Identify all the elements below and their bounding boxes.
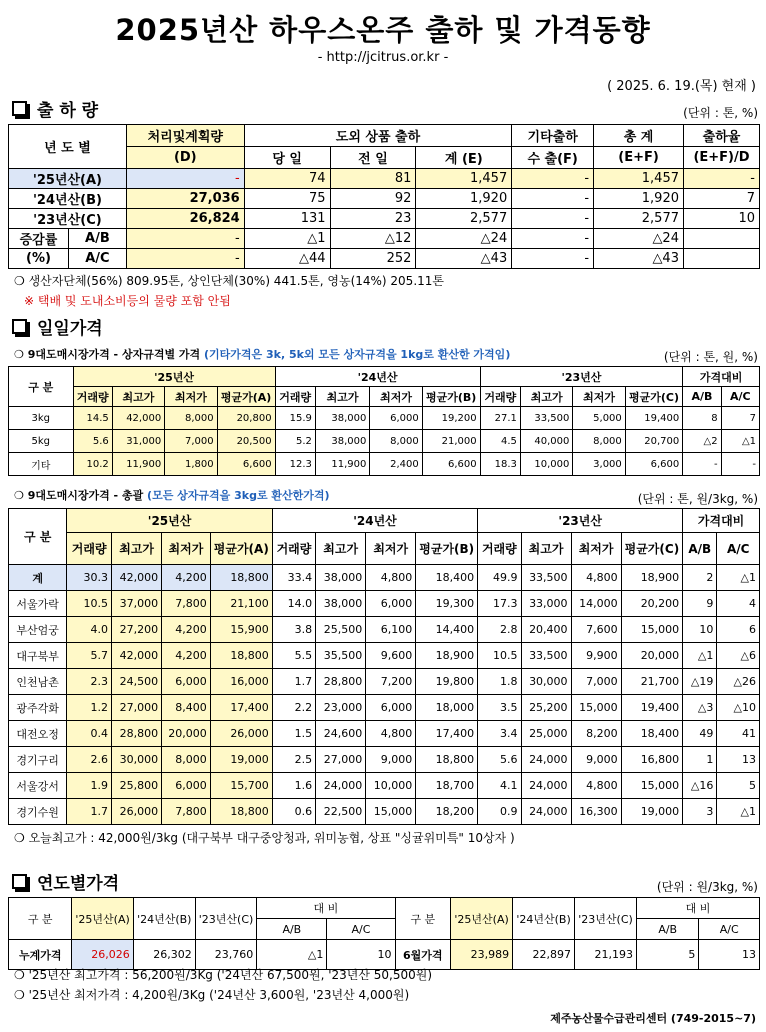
table-row (9, 565, 760, 591)
producer-note: ❍ 생산자단체(56%) 809.95톤, 상인단체(30%) 441.5톤, 영농(14%) 205.11톤 (14, 274, 444, 288)
table-cell: 15,000 (571, 695, 621, 721)
table-cell: 0.6 (272, 799, 315, 825)
table-cell: 1.8 (478, 669, 521, 695)
table-cell: 5.6 (73, 430, 112, 453)
table-cell: 18,400 (621, 721, 683, 747)
table-cell: △6 (717, 643, 760, 669)
table-cell: 20,000 (162, 721, 211, 747)
table-cell: 30,000 (112, 747, 162, 773)
table-cell: 19,000 (210, 747, 272, 773)
table-cell: 49 (683, 721, 717, 747)
table-cell: 18.3 (480, 453, 520, 476)
section-title: 일일가격 (37, 319, 103, 339)
table-cell: 6,000 (366, 695, 416, 721)
header-gubun: 구 분 (9, 509, 67, 565)
table-cell: 28,800 (112, 721, 162, 747)
report-date: ( 2025. 6. 19.(목) 현재 ) (607, 79, 756, 94)
table-cell: 25,000 (521, 721, 571, 747)
table-cell: 16,000 (210, 669, 272, 695)
table-cell: △1 (683, 643, 717, 669)
table-cell: △2 (683, 430, 721, 453)
table-row (9, 799, 760, 825)
table-cell: 1 (683, 747, 717, 773)
checkbox-square-icon (12, 874, 27, 889)
table-cell: 27.1 (480, 407, 520, 430)
table-cell: 21,700 (621, 669, 683, 695)
table-cell: 20,000 (621, 643, 683, 669)
table-cell: 20,500 (217, 430, 275, 453)
row-label: 3kg (9, 407, 74, 430)
footer-org: 제주농산물수급관리센터 (749-2015~7) (550, 1012, 756, 1025)
max-price-note: ❍ '25년산 최고가격 : 56,200원/3Kg ('24년산 67,500원, '23년산 50,500원) (14, 968, 433, 982)
table-cell: 5.7 (67, 643, 112, 669)
table-cell: 17,400 (210, 695, 272, 721)
min-price-note: ❍ '25년산 최저가격 : 4,200원/3Kg ('24년산 3,600원, '23년산 4,000원) (14, 988, 410, 1002)
row-label: 대구북부 (9, 643, 67, 669)
table-cell: 33,500 (521, 643, 571, 669)
table-cell: 6,600 (217, 453, 275, 476)
table-cell: 19,800 (416, 669, 478, 695)
yearly-price-table: 구 분 '25년산(A) '24년산(B) '23년산(C) 대 비 구 분 '25년산(A) '24년산(B) '23년산(C) 대 비 A/B A/C A/B A/C 누계가격 26,026 26,302 23,760 △1 10 6월가격 23,989 22,897 21,193 5 13 (8, 897, 760, 970)
table-cell: 9 (683, 591, 717, 617)
table-cell: 13 (717, 747, 760, 773)
header-total: 계 (E) (416, 147, 512, 169)
table-cell: 7,200 (366, 669, 416, 695)
table-cell: 4.5 (480, 430, 520, 453)
table-cell: 21,000 (422, 430, 480, 453)
table-cell: 18,800 (210, 565, 272, 591)
row-label: 계 (9, 565, 67, 591)
table-cell: 10 (683, 617, 717, 643)
row-label: 경기수원 (9, 799, 67, 825)
table-row (9, 407, 760, 430)
table-row (9, 747, 760, 773)
table-cell: 25,800 (112, 773, 162, 799)
table-cell: 10,000 (366, 773, 416, 799)
table-cell: - (721, 453, 759, 476)
table-cell: 40,000 (520, 430, 572, 453)
header-sum-sub: (E+F) (594, 147, 684, 169)
table-cell: 3.8 (272, 617, 315, 643)
table-cell: 8,200 (571, 721, 621, 747)
row-label: 인천남촌 (9, 669, 67, 695)
table-row: (%) A/C - △44 252 △43 - △43 (9, 249, 760, 269)
table-cell: 27,000 (112, 695, 162, 721)
table-row (9, 773, 760, 799)
table-cell: 7,000 (571, 669, 621, 695)
table-cell: 20,800 (217, 407, 275, 430)
table-cell: 4,800 (571, 565, 621, 591)
table-cell: 2.5 (272, 747, 315, 773)
header-gubun: 구 분 (9, 367, 74, 407)
table-cell: 18,200 (416, 799, 478, 825)
section-title: 출 하 량 (37, 101, 99, 121)
unit-label: (단위 : 톤, 원, %) (663, 350, 758, 364)
table-cell: 38,000 (315, 430, 369, 453)
table-cell: 6,000 (366, 591, 416, 617)
table-cell: 26,000 (210, 721, 272, 747)
table-cell: △10 (717, 695, 760, 721)
row-label: 서울강서 (9, 773, 67, 799)
table-cell: 18,900 (416, 643, 478, 669)
table-cell: - (683, 453, 721, 476)
box-size-price-table: 구 분 '25년산 '24년산 '23년산 가격대비 거래량 최고가 최저가 평균가(A) 거래량 최고가 최저가 평균가(B) 거래량 최고가 최저가 평균가(C) A/B A/C 3kg 14.5 42,000 8,000 20,800 15.9 38,000 6,000 19,200 27.1 33,500 5,000 19,400 8 7 5kg 5.6 31,000 7,000 20,500 5.2 38,000 8,000 21,000 4.5 40,000 8,000 20,700 △2 △1 기타 10.2 11,900 1,800 6,600 12.3 11,900 2,400 6,600 18.3 10,000 3,000 6,600 - - (8, 366, 760, 476)
table-cell: 7,800 (162, 799, 211, 825)
table-cell: 6,000 (370, 407, 422, 430)
exclusion-note: ※ 택배 및 도내소비등의 물량 포함 안됨 (24, 294, 231, 308)
table-cell: 33.4 (272, 565, 315, 591)
table-cell: 5 (717, 773, 760, 799)
table-cell: 1.7 (272, 669, 315, 695)
table-cell: 19,300 (416, 591, 478, 617)
table-row (9, 643, 760, 669)
table-cell: 26,000 (112, 799, 162, 825)
row-label: 기타 (9, 453, 74, 476)
table-row (9, 453, 760, 476)
table-cell: 2.2 (272, 695, 315, 721)
table-cell: 2.3 (67, 669, 112, 695)
table-row (9, 669, 760, 695)
section-yearly-price-heading (8, 869, 119, 894)
table-cell: 11,900 (112, 453, 164, 476)
table-cell: 8,000 (165, 407, 217, 430)
table-cell: 9,000 (366, 747, 416, 773)
table-cell: 14.5 (73, 407, 112, 430)
table-cell: 19,000 (621, 799, 683, 825)
table-cell: 31,000 (112, 430, 164, 453)
table-cell: 6 (717, 617, 760, 643)
table-cell: 18,400 (416, 565, 478, 591)
table-cell: 4,800 (366, 721, 416, 747)
table-cell: 35,500 (316, 643, 366, 669)
table-cell: 4,200 (162, 617, 211, 643)
header-outside: 도외 상품 출하 (244, 125, 511, 147)
table-cell: 12.3 (275, 453, 315, 476)
table-cell: △26 (717, 669, 760, 695)
table-cell: 5,000 (573, 407, 625, 430)
table-cell: 3.5 (478, 695, 521, 721)
table-cell: △1 (721, 430, 759, 453)
table-row: 누계가격 26,026 26,302 23,760 △1 10 6월가격 23,989 22,897 21,193 5 13 (9, 940, 760, 970)
box-size-rows (9, 407, 760, 476)
table-cell: 17.3 (478, 591, 521, 617)
table-cell: 24,000 (521, 747, 571, 773)
table-cell: 4,200 (162, 565, 211, 591)
table-cell: 27,000 (316, 747, 366, 773)
table-row: 증감률 A/B - △1 △12 △24 - △24 (9, 229, 760, 249)
table-cell: 8,000 (573, 430, 625, 453)
table-cell: △16 (683, 773, 717, 799)
table-cell: 5.6 (478, 747, 521, 773)
unit-label: (단위 : 톤, 원/3kg, %) (637, 492, 758, 506)
table-cell: 4,200 (162, 643, 211, 669)
table-cell: 15.9 (275, 407, 315, 430)
table-cell: 6,600 (625, 453, 682, 476)
table-cell: 19,200 (422, 407, 480, 430)
table-row (9, 591, 760, 617)
table-cell: 1.7 (67, 799, 112, 825)
table-cell: △3 (683, 695, 717, 721)
table-cell: 20,400 (521, 617, 571, 643)
table-cell: 15,000 (366, 799, 416, 825)
table-cell: 1,800 (165, 453, 217, 476)
table-cell: 9,600 (366, 643, 416, 669)
table-row (9, 721, 760, 747)
table-cell: 14.0 (272, 591, 315, 617)
table-cell: 20,700 (625, 430, 682, 453)
table-cell: 4 (717, 591, 760, 617)
unit-label: (단위 : 톤, %) (683, 106, 758, 120)
header-rate: 출하율 (683, 125, 759, 147)
market-price-table: 구 분 '25년산 '24년산 '23년산 가격대비 거래량 최고가 최저가 평균가(A) 거래량 최고가 최저가 평균가(B) 거래량 최고가 최저가 평균가(C) A/B A/C 계 30.3 42,000 4,200 18,800 33.4 38,000 4,800 18,400 49.9 33,500 4,800 18,900 2 △1 서울가락 10.5 37,000 7,800 21,100 14.0 38,000 6,000 19,300 17.3 33,000 14,000 20,200 9 4 부산엄궁 4.0 27,200 4,200 15,900 3.8 25,500 6,100 14,400 2.8 20,400 7,600 15,000 10 6 대구북부 5.7 42,000 4,200 18,800 5.5 35,500 9,600 18,900 10.5 33,500 9,900 20,000 △1 △6 인천남촌 2.3 24,500 6,000 16,000 1.7 28,800 7,200 19,800 1.8 30,000 7,000 21,700 △19 △26 광주각화 1.2 27,000 8,400 17,400 2.2 23,000 6,000 18,000 3.5 25,200 15,000 19,400 △3 △10 대전오정 0.4 28,800 20,000 26,000 1.5 24,600 4,800 17,400 3.4 25,000 8,200 18,400 49 41 경기구리 2.6 30,000 8,000 19,000 2.5 27,000 9,000 18,800 5.6 24,000 9,000 16,800 1 13 서울강서 1.9 25,800 6,000 15,700 1.6 24,000 10,000 18,700 4.1 24,000 4,800 15,000 △16 5 경기수원 1.7 26,000 7,800 18,800 0.6 22,500 15,000 18,200 0.9 24,000 16,300 19,000 3 △1 (8, 508, 760, 825)
table-cell: 7,800 (162, 591, 211, 617)
table-cell: 14,000 (571, 591, 621, 617)
table-cell: 30,000 (521, 669, 571, 695)
table-row (9, 617, 760, 643)
header-rate-sub: (E+F)/D (683, 147, 759, 169)
table-cell: 3.4 (478, 721, 521, 747)
table-row: '24년산(B) 27,036 75 92 1,920 - 1,920 7 (9, 189, 760, 209)
table-cell: 1.9 (67, 773, 112, 799)
shipment-table (8, 124, 760, 269)
table-cell: 6,000 (162, 773, 211, 799)
row-label: 대전오정 (9, 721, 67, 747)
table-cell: 8,400 (162, 695, 211, 721)
table-cell: 25,500 (316, 617, 366, 643)
section-shipment-heading (8, 96, 98, 121)
table-cell: 18,800 (210, 643, 272, 669)
row-label: 광주각화 (9, 695, 67, 721)
table-cell: 22,500 (316, 799, 366, 825)
market-rows (9, 565, 760, 825)
unit-label: (단위 : 원/3kg, %) (656, 880, 758, 894)
table-cell: △1 (717, 799, 760, 825)
header-year: 년 도 별 (9, 125, 127, 169)
table-cell: 9,900 (571, 643, 621, 669)
table-cell: 23,000 (316, 695, 366, 721)
table-cell: 14,400 (416, 617, 478, 643)
row-label: 경기구리 (9, 747, 67, 773)
table-cell: 42,000 (112, 643, 162, 669)
header-sum: 총 계 (594, 125, 684, 147)
table-cell: 6,100 (366, 617, 416, 643)
table-cell: 37,000 (112, 591, 162, 617)
table-cell: 7,600 (571, 617, 621, 643)
table-cell: 10.5 (478, 643, 521, 669)
box-size-price-subtitle: ❍ 9대도매시장가격 - 상자규격별 가격 (기타가격은 3k, 5k외 모든 상자규격을 1kg로 환산한 가격임) (14, 348, 511, 361)
table-cell: 20,200 (621, 591, 683, 617)
table-cell: 16,800 (621, 747, 683, 773)
table-cell: 19,400 (621, 695, 683, 721)
checkbox-square-icon (12, 319, 27, 334)
section-title: 연도별가격 (37, 874, 120, 894)
table-cell: 6,600 (422, 453, 480, 476)
table-cell: 38,000 (316, 565, 366, 591)
table-cell: 3 (683, 799, 717, 825)
table-cell: 15,900 (210, 617, 272, 643)
table-cell: 8,000 (162, 747, 211, 773)
table-cell: 2,400 (370, 453, 422, 476)
table-cell: 38,000 (315, 407, 369, 430)
table-cell: 8 (683, 407, 721, 430)
table-cell: 28,800 (316, 669, 366, 695)
header-today: 당 일 (244, 147, 330, 169)
table-cell: 1.2 (67, 695, 112, 721)
checkbox-square-icon (12, 101, 27, 116)
table-cell: 0.4 (67, 721, 112, 747)
table-row (9, 695, 760, 721)
table-cell: 25,200 (521, 695, 571, 721)
table-cell: 11,900 (315, 453, 369, 476)
header-processing-sub: (D) (126, 147, 244, 169)
table-cell: △19 (683, 669, 717, 695)
table-cell: 2.6 (67, 747, 112, 773)
table-cell: 1.6 (272, 773, 315, 799)
table-cell: 7,000 (165, 430, 217, 453)
table-cell: 18,800 (416, 747, 478, 773)
table-cell: 42,000 (112, 565, 162, 591)
table-cell: 33,500 (521, 565, 571, 591)
table-cell: 30.3 (67, 565, 112, 591)
table-cell: 0.9 (478, 799, 521, 825)
row-label: 서울가락 (9, 591, 67, 617)
section-daily-price-heading (8, 314, 103, 339)
table-cell: 24,000 (316, 773, 366, 799)
row-label: 부산엄궁 (9, 617, 67, 643)
table-cell: 38,000 (316, 591, 366, 617)
table-cell: 24,000 (521, 773, 571, 799)
header-export: 수 출(F) (512, 147, 594, 169)
table-cell: 6,000 (162, 669, 211, 695)
table-cell: 1.5 (272, 721, 315, 747)
table-cell: 19,400 (625, 407, 682, 430)
table-cell: 4,800 (366, 565, 416, 591)
table-cell: 41 (717, 721, 760, 747)
table-cell: 24,000 (521, 799, 571, 825)
table-cell: 18,800 (210, 799, 272, 825)
table-cell: 8,000 (370, 430, 422, 453)
table-cell: 2.8 (478, 617, 521, 643)
table-cell: 15,000 (621, 773, 683, 799)
table-cell: 10.5 (67, 591, 112, 617)
header-other: 기타출하 (512, 125, 594, 147)
table-cell: 18,000 (416, 695, 478, 721)
table-cell: 33,000 (521, 591, 571, 617)
table-cell: 42,000 (112, 407, 164, 430)
row-label: 5kg (9, 430, 74, 453)
table-cell: 15,000 (621, 617, 683, 643)
website-url[interactable]: - http://jcitrus.or.kr - (317, 50, 449, 65)
table-cell: 9,000 (571, 747, 621, 773)
table-cell: 4.1 (478, 773, 521, 799)
table-cell: 33,500 (520, 407, 572, 430)
total-price-subtitle: ❍ 9대도매시장가격 - 총괄 (모든 상자규격을 3kg로 환산한가격) (14, 489, 330, 502)
table-cell: 4.0 (67, 617, 112, 643)
table-cell: 17,400 (416, 721, 478, 747)
table-cell: 27,200 (112, 617, 162, 643)
page-title: 2025년산 하우스온주 출하 및 가격동향 (115, 13, 651, 47)
table-cell: 4,800 (571, 773, 621, 799)
table-cell: 21,100 (210, 591, 272, 617)
table-cell: 49.9 (478, 565, 521, 591)
table-cell: 10,000 (520, 453, 572, 476)
table-cell: 15,700 (210, 773, 272, 799)
table-cell: 24,600 (316, 721, 366, 747)
table-cell: 18,900 (621, 565, 683, 591)
table-cell: 10.2 (73, 453, 112, 476)
table-cell: 24,500 (112, 669, 162, 695)
table-cell: △1 (717, 565, 760, 591)
header-prev: 전 일 (330, 147, 416, 169)
table-row: '25년산(A) - 74 81 1,457 - 1,457 - (9, 169, 760, 189)
table-cell: 7 (721, 407, 759, 430)
top-price-note: ❍ 오늘최고가 : 42,000원/3kg (대구북부 대구중앙청과, 위미농협, 상표 "싱귤위미특" 10상자 ) (14, 831, 515, 845)
table-cell: 2 (683, 565, 717, 591)
table-row: '23년산(C) 26,824 131 23 2,577 - 2,577 10 (9, 209, 760, 229)
table-cell: 16,300 (571, 799, 621, 825)
header-processing: 처리및계획량 (126, 125, 244, 147)
table-cell: 5.5 (272, 643, 315, 669)
table-cell: 18,700 (416, 773, 478, 799)
table-cell: 3,000 (573, 453, 625, 476)
table-row (9, 430, 760, 453)
table-cell: 5.2 (275, 430, 315, 453)
